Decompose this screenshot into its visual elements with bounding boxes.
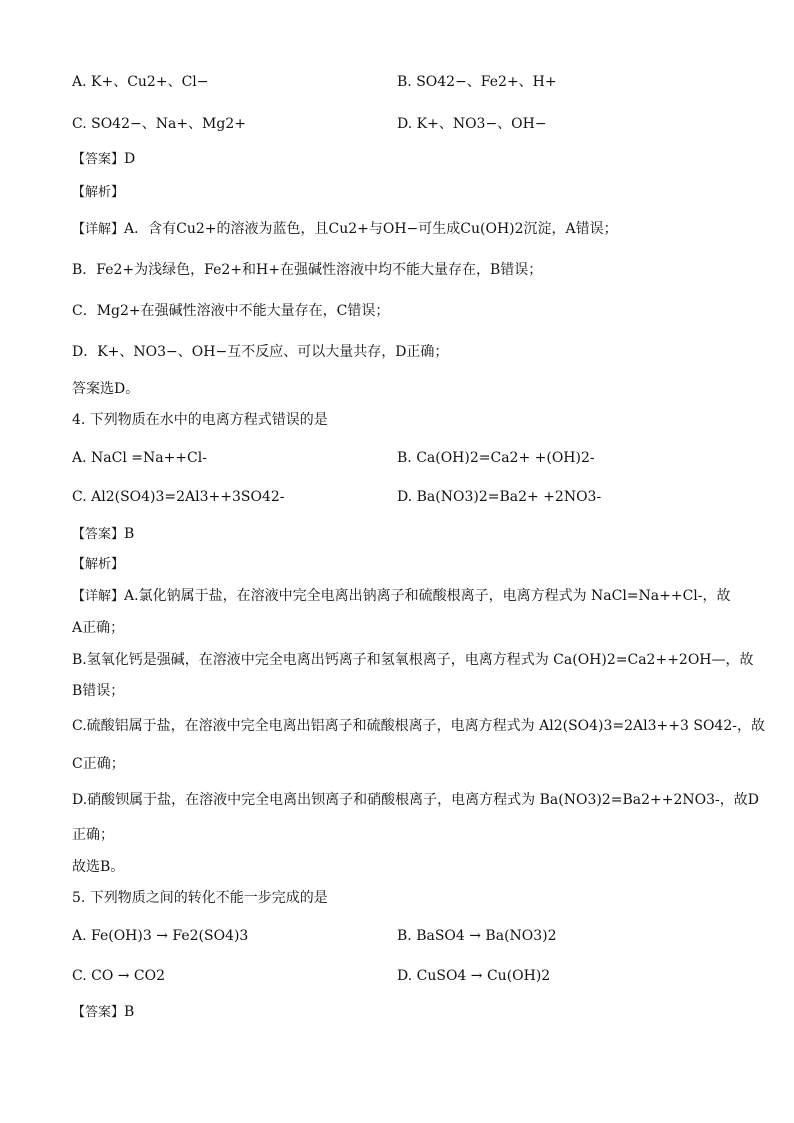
q4-detail-c-line1: C.硫酸铝属于盐，在溶液中完全电离出铝离子和硫酸根离子，电离方程式为 Al2(SO4)3=2Al3++3 SO42-，故 <box>72 718 765 734</box>
q4-stem: 4. 下列物质在水中的电离方程式错误的是 <box>72 412 328 428</box>
q4-detail-c-line2: C正确； <box>72 756 125 772</box>
q4-detail-a-line2: A正确； <box>72 620 125 636</box>
q3-detail-a <box>72 219 722 240</box>
q5-option-d: D. CuSO4 → Cu(OH)2 <box>397 968 551 984</box>
q3-option-c: C. SO42−、Na+、Mg2+ <box>72 116 246 132</box>
answer-label: 【答案】 <box>72 152 125 167</box>
q4-detail-a-line1 <box>72 586 731 607</box>
q4-option-d: D. Ba(NO3)2=Ba2+ +2NO3- <box>397 489 602 505</box>
q4-conclusion: 故选B。 <box>72 859 125 875</box>
answer-value: D <box>124 151 136 167</box>
detail-label: 【详解】 <box>72 222 125 237</box>
q5-option-c: C. CO → CO2 <box>72 968 166 984</box>
q4-detail-b-line2: B错误； <box>72 683 125 699</box>
q3-analysis-label: 【解析】 <box>72 185 125 200</box>
q4-analysis-label: 【解析】 <box>72 557 125 572</box>
detail-text: A．含有Cu2+的溶液为蓝色，且Cu2+与OH−可生成Cu(OH)2沉淀，A错误； <box>124 221 618 237</box>
answer-value: B <box>124 526 135 542</box>
q3-option-a: A. K+、Cu2+、Cl− <box>72 74 209 90</box>
q5-option-a: A. Fe(OH)3 → Fe2(SO4)3 <box>72 928 249 944</box>
q3-conclusion: 答案选D。 <box>72 381 140 397</box>
q4-option-c: C. Al2(SO4)3=2Al3++3SO42- <box>72 489 285 505</box>
q4-option-a: A. NaCl =Na++Cl- <box>72 450 207 466</box>
q3-detail-c: C．Mg2+在强碱性溶液中不能大量存在，C错误； <box>72 303 390 319</box>
q4-answer <box>72 524 722 545</box>
q3-answer <box>72 149 722 170</box>
q3-option-d: D. K+、NO3−、OH− <box>397 116 547 132</box>
q4-detail-d-line1: D.硝酸钡属于盐，在溶液中完全电离出钡离子和硝酸根离子，电离方程式为 Ba(NO3)2=Ba2++2NO3-，故D <box>72 792 759 808</box>
q3-option-b: B. SO42−、Fe2+、H+ <box>397 74 557 90</box>
q4-option-b: B. Ca(OH)2=Ca2+ +(OH)2- <box>397 450 595 466</box>
q5-stem: 5. 下列物质之间的转化不能一步完成的是 <box>72 890 328 906</box>
q3-detail-b: B．Fe2+为浅绿色，Fe2+和H+在强碱性溶液中均不能大量存在，B错误； <box>72 262 543 278</box>
answer-label: 【答案】 <box>72 1005 125 1020</box>
q5-answer <box>72 1002 722 1023</box>
detail-text: A.氯化钠属于盐，在溶液中完全电离出钠离子和硫酸根离子，电离方程式为 NaCl=Na++Cl-，故 <box>124 588 731 604</box>
q4-detail-b-line1: B.氢氧化钙是强碱，在溶液中完全电离出钙离子和氢氧根离子，电离方程式为 Ca(OH)2=Ca2++2OH—，故 <box>72 652 754 668</box>
answer-label: 【答案】 <box>72 527 125 542</box>
q3-detail-d: D．K+、NO3−、OH−互不反应、可以大量共存，D正确； <box>72 344 449 360</box>
q5-option-b: B. BaSO4 → Ba(NO3)2 <box>397 928 557 944</box>
answer-value: B <box>124 1004 135 1020</box>
q4-detail-d-line2: 正确； <box>72 827 114 843</box>
detail-label: 【详解】 <box>72 589 125 604</box>
